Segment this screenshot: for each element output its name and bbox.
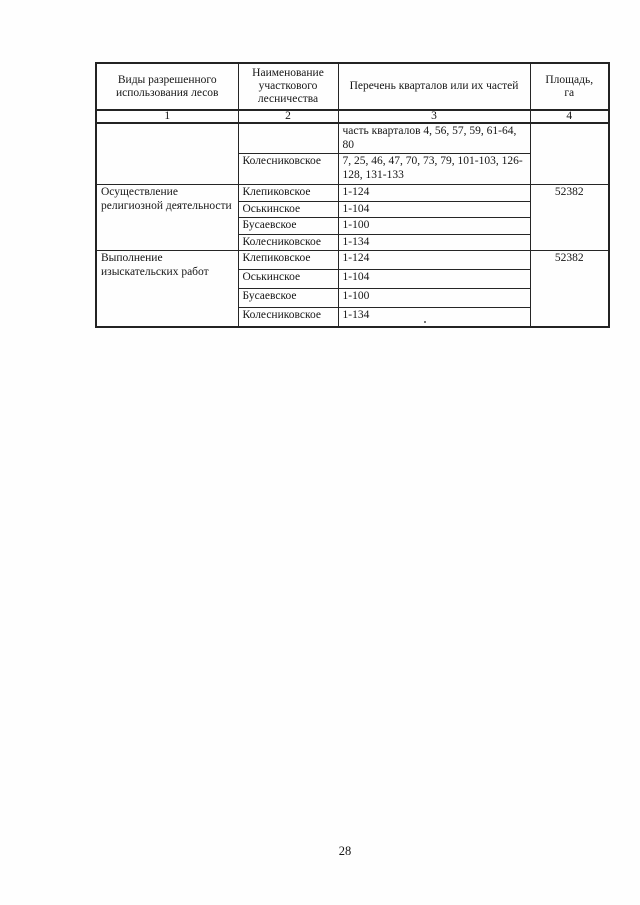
quarters-cell: 1-124 — [338, 185, 530, 202]
quarters-cell: 1-104 — [338, 270, 530, 289]
empty-use-type-cell — [96, 123, 238, 185]
quarters-cell: 1-134 — [338, 234, 530, 251]
forestry-cell: Оськинское — [238, 201, 338, 218]
area-cell: 52382 — [530, 185, 609, 251]
column-number-3: 3 — [338, 110, 530, 123]
quarters-cell: 1-104 — [338, 201, 530, 218]
use-type-cell-survey: Выполнение изыскательских работ — [96, 251, 238, 328]
forestry-cell: Колесниковское — [238, 234, 338, 251]
use-type-cell-religious: Осуществление религиозной деятельности — [96, 185, 238, 251]
quarters-cell: часть кварталов 4, 56, 57, 59, 61-64, 80 — [338, 123, 530, 154]
quarters-cell: 1-134 — [338, 308, 530, 328]
header-area-ha: Площадь, га — [530, 63, 609, 110]
forestry-cell: Клепиковское — [238, 251, 338, 270]
area-cell: 52382 — [530, 251, 609, 328]
quarters-cell: 1-100 — [338, 289, 530, 308]
forestry-cell: Оськинское — [238, 270, 338, 289]
empty-forestry-cell — [238, 123, 338, 154]
forestry-cell: Клепиковское — [238, 185, 338, 202]
column-number-2: 2 — [238, 110, 338, 123]
table-header-row — [96, 63, 609, 110]
empty-area-cell — [530, 123, 609, 185]
scan-artifact-dot — [424, 321, 426, 323]
column-number-1: 1 — [96, 110, 238, 123]
header-forestry-name: Наименование участкового лесничества — [238, 63, 338, 110]
header-quarters-list: Перечень кварталов или их частей — [338, 63, 530, 110]
table-row — [96, 185, 609, 202]
table-row — [96, 251, 609, 270]
forestry-cell: Колесниковское — [238, 308, 338, 328]
quarters-cell: 1-100 — [338, 218, 530, 235]
header-use-types: Виды разрешенного использования лесов — [96, 63, 238, 110]
forestry-cell: Колесниковское — [238, 154, 338, 185]
forestry-cell: Бусаевское — [238, 218, 338, 235]
forestry-cell: Бусаевское — [238, 289, 338, 308]
quarters-cell: 7, 25, 46, 47, 70, 73, 79, 101-103, 126-128, 131-133 — [338, 154, 530, 185]
page-number: 28 — [338, 844, 352, 858]
column-number-4: 4 — [530, 110, 609, 123]
column-number-row — [96, 110, 609, 123]
quarters-cell: 1-124 — [338, 251, 530, 270]
carryover-row-1 — [96, 123, 609, 154]
forest-use-table — [95, 62, 610, 328]
